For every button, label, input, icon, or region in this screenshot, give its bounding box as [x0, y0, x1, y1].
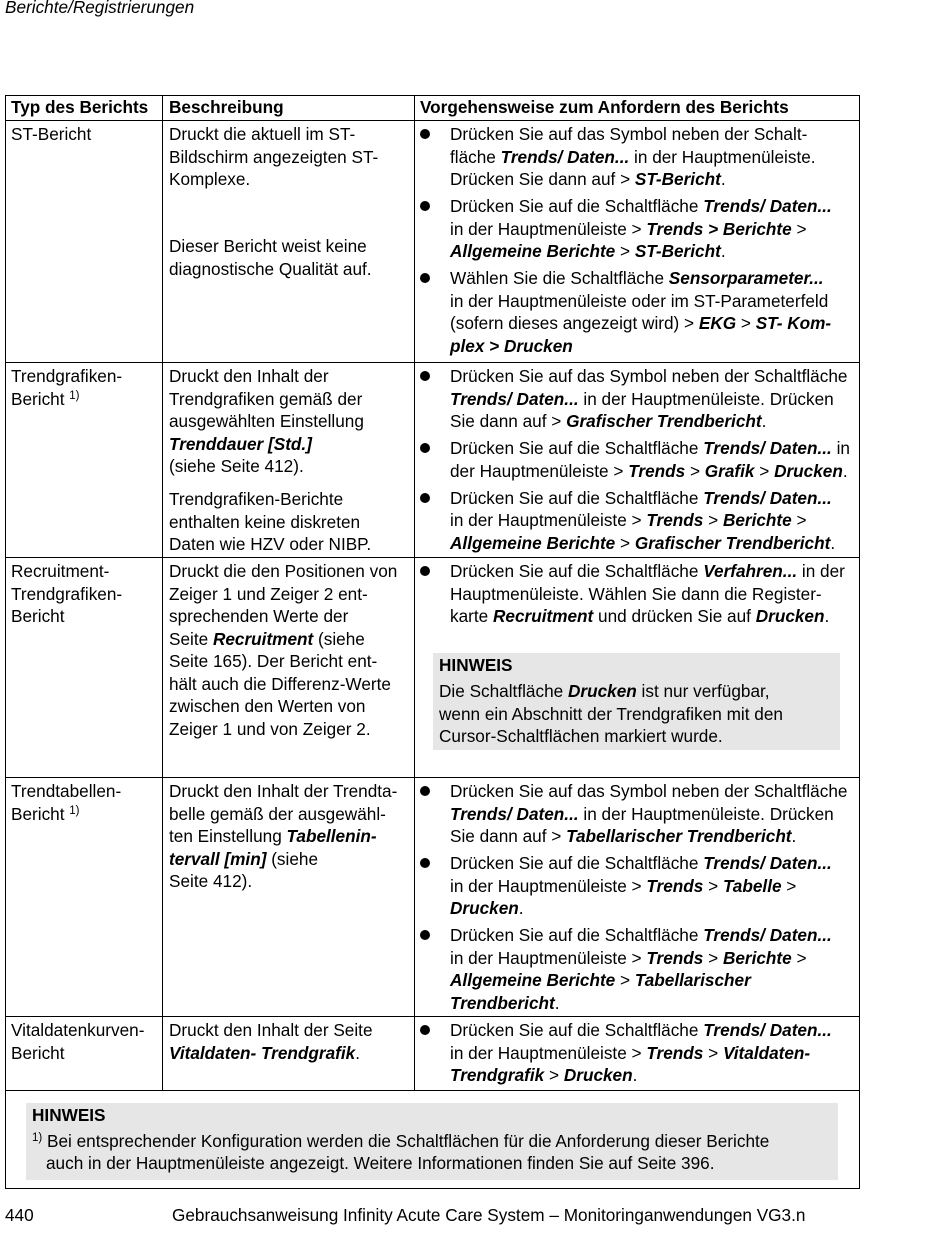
text-segment: Trendgrafiken- — [11, 583, 123, 604]
description-cell — [163, 121, 415, 362]
text-line — [11, 780, 162, 803]
emphasized-term: Tabellarischer Trendbericht — [566, 826, 792, 846]
emphasized-term: ST- Kom- — [755, 313, 832, 333]
emphasized-term: Tabellenin- — [286, 826, 377, 846]
text-segment: Drücken Sie auf die Schaltfläche — [450, 487, 704, 508]
text-segment: . — [824, 606, 830, 626]
text-segment: wenn ein Abschnitt der Trendgrafiken mit den — [439, 703, 783, 724]
text-line — [11, 365, 162, 388]
text-segment: Druckt die aktuell im ST- — [169, 124, 356, 144]
emphasized-term: Verfahren... — [703, 561, 798, 581]
description-paragraph — [169, 1019, 414, 1064]
text-segment: Dieser Bericht weist keine — [169, 236, 367, 256]
text-line — [439, 703, 834, 726]
text-segment: > — [685, 460, 705, 481]
emphasized-term: Grafischer Trendbericht — [566, 411, 762, 431]
text-segment: in der Hauptmenüleiste > — [450, 510, 647, 530]
text-line — [169, 583, 414, 606]
text-segment: Zeiger 1 und von Zeiger 2. — [169, 718, 371, 739]
emphasized-term: plex > Drucken — [450, 335, 573, 356]
emphasized-term: Trends/ Daten... — [450, 388, 579, 409]
text-segment: in der Hauptmenüleiste > — [450, 947, 647, 968]
footnote-box — [26, 1103, 838, 1180]
text-line — [450, 312, 855, 335]
emphasized-term: Sensorparameter... — [668, 268, 824, 288]
emphasized-term: Trends/ Daten... — [703, 1020, 832, 1040]
text-segment: > — [615, 241, 635, 261]
emphasized-term: Trends > Berichte — [646, 218, 792, 239]
bullet-icon — [420, 786, 430, 796]
text-segment: hält auch die Differenz-Werte — [169, 673, 391, 694]
text-segment: Bericht — [11, 803, 70, 824]
table-header-row — [6, 96, 859, 120]
note-body — [32, 1130, 832, 1175]
column-header-type: Typ des Berichts — [6, 96, 163, 120]
text-segment: > — [615, 532, 635, 553]
text-segment: enthalten keine diskreten — [169, 511, 361, 532]
description-paragraph — [169, 365, 414, 478]
footnote-marker: 1) — [32, 1131, 43, 1144]
report-table — [5, 95, 860, 1189]
text-segment: Seite 412). — [169, 871, 253, 891]
text-segment: in der Hauptmenüleiste > — [450, 218, 647, 239]
procedure-cell — [415, 363, 859, 557]
emphasized-term: Trends/ Daten... — [703, 925, 832, 945]
emphasized-term: ST-Bericht — [634, 169, 721, 189]
procedure-list — [420, 123, 855, 357]
emphasized-term: Trenddauer [Std.] — [169, 433, 312, 454]
text-segment: Wählen Sie die Schaltfläche — [450, 268, 669, 288]
text-line — [169, 511, 414, 534]
report-type-cell — [6, 363, 163, 557]
emphasized-term: Recruitment — [212, 628, 314, 649]
text-line — [450, 335, 855, 358]
bullet-icon — [420, 930, 430, 940]
text-segment: auch in der Hauptmenüleiste angezeigt. Weitere Informationen finden Sie auf Seite 396. — [46, 1153, 715, 1173]
text-line — [11, 1019, 162, 1042]
column-header-description: Beschreibung — [163, 96, 415, 120]
bullet-icon — [420, 566, 430, 576]
emphasized-term: Trends/ Daten... — [703, 196, 832, 216]
text-segment: > — [781, 875, 797, 896]
text-line — [450, 123, 855, 146]
report-type-cell — [6, 1017, 163, 1090]
text-segment: > — [703, 1042, 723, 1063]
text-segment: . — [518, 898, 524, 918]
emphasized-term: Drucken — [567, 681, 637, 701]
bullet-icon — [420, 273, 430, 283]
footnote-marker: 1) — [69, 389, 80, 402]
text-segment: Druckt den Inhalt der Seite — [169, 1020, 373, 1040]
note-body — [439, 680, 834, 748]
text-segment: . — [720, 169, 726, 189]
procedure-step — [420, 560, 855, 628]
note-box — [433, 653, 840, 750]
description-paragraph — [169, 780, 414, 893]
bullet-icon — [420, 129, 430, 139]
emphasized-term: Trends — [628, 460, 686, 481]
text-line — [169, 433, 414, 456]
description-cell — [163, 363, 415, 557]
emphasized-term: Trends/ Daten... — [703, 487, 832, 508]
text-segment: > — [791, 510, 807, 530]
text-line — [450, 267, 855, 290]
procedure-cell — [415, 558, 859, 777]
text-line — [169, 825, 414, 848]
text-segment: > — [703, 947, 723, 968]
text-segment: ist nur verfügbar, — [636, 681, 770, 701]
text-segment: karte — [450, 606, 493, 626]
text-segment: in der — [797, 561, 845, 581]
text-segment: Hauptmenüleiste. Wählen Sie dann die Register- — [450, 583, 822, 604]
description-cell — [163, 558, 415, 777]
bullet-icon — [420, 493, 430, 503]
text-segment: > — [703, 510, 723, 530]
emphasized-term: Trendgrafik — [450, 1065, 545, 1085]
procedure-step — [420, 123, 855, 191]
text-segment: und drücken Sie auf — [593, 606, 756, 626]
text-segment: fläche — [450, 146, 501, 167]
emphasized-term: ST-Bericht — [634, 241, 721, 261]
note-title: HINWEIS — [439, 654, 513, 675]
emphasized-term: Trends — [646, 1042, 704, 1063]
procedure-cell — [415, 1017, 859, 1090]
report-type-cell — [6, 558, 163, 777]
text-line — [169, 533, 414, 556]
text-line — [450, 969, 855, 992]
procedure-step — [420, 487, 855, 555]
text-segment: . — [842, 460, 848, 481]
text-segment: Trendgrafiken gemäß der — [169, 388, 363, 409]
text-line — [11, 123, 162, 146]
text-line — [169, 146, 414, 169]
emphasized-term: Trends/ Daten... — [703, 438, 832, 458]
text-segment: Drücken Sie auf die Schaltfläche — [450, 1020, 704, 1040]
emphasized-term: Vitaldaten- — [722, 1042, 811, 1063]
text-line — [450, 560, 855, 583]
text-line — [32, 1130, 832, 1153]
text-line — [11, 583, 162, 606]
text-line — [11, 605, 162, 628]
text-line — [450, 460, 855, 483]
text-line — [450, 583, 855, 606]
text-segment: diagnostische Qualität auf. — [169, 258, 372, 279]
text-line — [169, 365, 414, 388]
text-segment: Drücken Sie auf die Schaltfläche — [450, 438, 704, 458]
emphasized-term: EKG — [698, 313, 737, 333]
text-line — [450, 897, 855, 920]
emphasized-term: Trends — [646, 947, 704, 968]
text-line — [450, 825, 855, 848]
text-line — [169, 650, 414, 673]
table-row — [6, 362, 859, 557]
text-segment: der Hauptmenüleiste > — [450, 460, 629, 481]
text-line — [11, 560, 162, 583]
text-segment: Druckt die den Positionen von — [169, 561, 398, 581]
text-segment: > — [703, 875, 723, 896]
text-segment: in — [831, 438, 850, 458]
procedure-list — [420, 1019, 855, 1087]
text-line — [450, 218, 855, 241]
table-row — [6, 557, 859, 777]
text-segment: > — [736, 313, 756, 333]
description-paragraph — [169, 488, 414, 556]
text-segment: ST-Bericht — [11, 124, 92, 144]
text-line — [169, 803, 414, 826]
text-line — [450, 947, 855, 970]
emphasized-term: Tabelle — [722, 875, 782, 896]
text-segment: in der Hauptmenüleiste. Drücken — [578, 388, 834, 409]
text-segment: . — [554, 992, 560, 1013]
text-segment: (sofern dieses angezeigt wird) > — [450, 313, 699, 333]
text-segment: Drücken Sie auf das Symbol neben der Schaltfläche — [450, 366, 848, 386]
text-segment: . — [830, 532, 836, 553]
text-segment: . — [761, 411, 767, 431]
footnote-marker: 1) — [69, 804, 80, 817]
text-line — [450, 509, 855, 532]
note-title: HINWEIS — [32, 1105, 106, 1125]
bullet-icon — [420, 201, 430, 211]
footer-title: Gebrauchsanweisung Infinity Acute Care System – Monitoringanwendungen VG3.n — [172, 1205, 806, 1225]
text-line — [450, 146, 855, 169]
text-segment: (siehe Seite 412). — [169, 456, 304, 476]
text-line — [169, 628, 414, 651]
text-line — [450, 924, 855, 947]
text-line — [450, 1019, 855, 1042]
emphasized-term: Berichte — [722, 510, 792, 530]
table-row — [6, 120, 859, 362]
text-line — [32, 1152, 832, 1175]
text-segment: sprechenden Werte der — [169, 606, 349, 626]
text-line — [169, 780, 414, 803]
text-line — [169, 870, 414, 893]
text-line — [169, 560, 414, 583]
text-segment: Vitaldatenkurven- — [11, 1020, 145, 1040]
emphasized-term: Drucken — [774, 460, 843, 481]
text-segment: > — [791, 218, 807, 239]
procedure-list — [420, 560, 855, 628]
text-segment: zwischen den Werten von — [169, 696, 366, 716]
bullet-icon — [420, 858, 430, 868]
text-segment: Sie dann auf > — [450, 411, 567, 431]
emphasized-term: Trends/ Daten... — [500, 146, 630, 167]
text-line — [169, 123, 414, 146]
text-segment: in der Hauptmenüleiste > — [450, 875, 647, 896]
text-segment: > — [754, 460, 775, 481]
description-cell — [163, 778, 415, 1016]
running-title: Berichte/Registrierungen — [5, 0, 195, 17]
text-line — [450, 168, 855, 191]
text-segment: Drücken Sie auf das Symbol neben der Schaltfläche — [450, 781, 848, 801]
text-segment: Recruitment- — [11, 561, 110, 581]
bullet-icon — [420, 443, 430, 453]
bullet-icon — [420, 1025, 430, 1035]
text-line — [169, 605, 414, 628]
text-line — [169, 388, 414, 411]
description-paragraph — [169, 235, 414, 280]
text-line — [169, 718, 414, 741]
text-segment: Trendtabellen- — [11, 781, 122, 801]
text-line — [450, 410, 855, 433]
text-line — [450, 240, 855, 263]
text-line — [450, 532, 855, 555]
text-segment: ausgewählten Einstellung — [169, 411, 364, 431]
emphasized-term: tervall [min] — [169, 848, 267, 869]
text-segment: Die Schaltfläche — [439, 681, 568, 701]
text-segment: Bericht — [11, 388, 70, 409]
procedure-step — [420, 852, 855, 920]
procedure-list — [420, 780, 855, 1014]
text-line — [450, 365, 855, 388]
text-segment: Drücken Sie dann auf > — [450, 169, 635, 189]
procedure-step — [420, 780, 855, 848]
text-segment: Druckt den Inhalt der Trendta- — [169, 781, 398, 801]
text-segment: in der Hauptmenüleiste. Drücken — [578, 803, 834, 824]
emphasized-term: Trendbericht — [450, 992, 555, 1013]
text-segment: . — [632, 1065, 638, 1085]
text-segment: Bericht — [11, 606, 65, 626]
text-segment: Komplexe. — [169, 169, 251, 189]
text-segment: Daten wie HZV oder NIBP. — [169, 534, 372, 554]
text-line — [169, 1019, 414, 1042]
text-line — [450, 875, 855, 898]
text-segment: in der Hauptmenüleiste. — [629, 146, 816, 167]
text-segment: Bericht — [11, 1042, 65, 1063]
text-segment: > — [791, 947, 807, 968]
text-segment: Trendgrafiken- — [11, 366, 123, 386]
bullet-icon — [420, 371, 430, 381]
table-row — [6, 777, 859, 1016]
footnote-row — [6, 1090, 859, 1188]
text-line — [169, 848, 414, 871]
emphasized-term: Grafik — [704, 460, 755, 481]
text-line — [450, 388, 855, 411]
emphasized-term: Berichte — [722, 947, 792, 968]
description-paragraph — [169, 123, 414, 191]
procedure-step — [420, 267, 855, 357]
emphasized-term: Vitaldaten- Trendgrafik — [169, 1042, 356, 1063]
text-segment: belle gemäß der ausgewähl- — [169, 803, 386, 824]
text-segment: Sie dann auf > — [450, 826, 567, 846]
text-line — [450, 803, 855, 826]
text-line — [169, 1042, 414, 1065]
description-cell — [163, 1017, 415, 1090]
emphasized-term: Drucken — [563, 1065, 633, 1085]
procedure-cell — [415, 121, 859, 362]
column-header-procedure: Vorgehensweise zum Anfordern des Berichts — [420, 97, 789, 117]
text-line — [169, 235, 414, 258]
text-line — [169, 168, 414, 191]
emphasized-term: Trends/ Daten... — [450, 803, 579, 824]
text-segment: Druckt den Inhalt der — [169, 366, 329, 386]
text-segment: Bildschirm angezeigten ST- — [169, 146, 379, 167]
text-line — [450, 487, 855, 510]
procedure-list — [420, 365, 855, 554]
emphasized-term: Trends — [646, 510, 704, 530]
text-line — [450, 290, 855, 313]
text-line — [450, 852, 855, 875]
text-segment: > — [615, 970, 635, 990]
text-line — [439, 725, 834, 748]
text-line — [169, 695, 414, 718]
text-line — [450, 195, 855, 218]
text-line — [450, 1042, 855, 1065]
text-segment: Drücken Sie auf die Schaltfläche — [450, 925, 704, 945]
text-line — [439, 680, 834, 703]
emphasized-term: Allgemeine Berichte — [450, 970, 616, 990]
text-line — [450, 605, 855, 628]
text-segment: in der Hauptmenüleiste oder im ST-Parameterfeld — [450, 290, 829, 311]
text-segment: Drücken Sie auf das Symbol neben der Schalt- — [450, 124, 808, 144]
text-segment: Cursor-Schaltflächen markiert wurde. — [439, 726, 723, 746]
text-segment: ten Einstellung — [169, 826, 287, 846]
text-line — [169, 410, 414, 433]
text-line — [450, 780, 855, 803]
text-segment: . — [791, 826, 797, 846]
procedure-step — [420, 437, 855, 482]
text-line — [169, 673, 414, 696]
procedure-step — [420, 365, 855, 433]
procedure-step — [420, 924, 855, 1014]
emphasized-term: Allgemeine Berichte — [450, 532, 616, 553]
procedure-step — [420, 1019, 855, 1087]
text-segment: in der Hauptmenüleiste > — [450, 1042, 647, 1063]
text-line — [169, 258, 414, 281]
emphasized-term: Trends/ Daten... — [703, 853, 832, 873]
table-row — [6, 1016, 859, 1090]
emphasized-term: Drucken — [450, 898, 519, 918]
text-segment: Seite — [169, 628, 213, 649]
emphasized-term: Allgemeine Berichte — [450, 241, 616, 261]
report-type-cell — [6, 778, 163, 1016]
procedure-step — [420, 195, 855, 263]
text-line — [11, 1042, 162, 1065]
emphasized-term: Recruitment — [493, 606, 594, 626]
page-number: 440 — [5, 1205, 34, 1225]
text-segment: (siehe — [266, 848, 319, 869]
text-line — [169, 488, 414, 511]
text-segment: (siehe — [313, 628, 365, 649]
text-segment: Trendgrafiken-Berichte — [169, 489, 344, 509]
text-line — [450, 437, 855, 460]
emphasized-term: Grafischer Trendbericht — [634, 532, 831, 553]
text-segment: . — [720, 241, 726, 261]
text-line — [450, 1064, 855, 1087]
text-line — [11, 388, 162, 411]
report-type-cell — [6, 121, 163, 362]
text-segment: Bei entsprechender Konfiguration werden die Schaltflächen für die Anforderung dieser Berichte — [42, 1130, 770, 1151]
text-segment: Drücken Sie auf die Schaltfläche — [450, 196, 704, 216]
text-segment: Drücken Sie auf die Schaltfläche — [450, 561, 704, 581]
emphasized-term: Trends — [646, 875, 704, 896]
text-segment: Drücken Sie auf die Schaltfläche — [450, 853, 704, 873]
procedure-cell — [415, 778, 859, 1016]
text-line — [169, 455, 414, 478]
text-line — [11, 803, 162, 826]
description-paragraph — [169, 560, 414, 740]
emphasized-term: Tabellarischer — [634, 970, 751, 990]
text-line — [450, 992, 855, 1015]
text-segment: > — [544, 1065, 564, 1085]
text-segment: . — [355, 1042, 361, 1063]
text-segment: Zeiger 1 und Zeiger 2 ent- — [169, 583, 368, 604]
emphasized-term: Drucken — [755, 606, 825, 626]
text-segment: Seite 165). Der Bericht ent- — [169, 651, 378, 671]
